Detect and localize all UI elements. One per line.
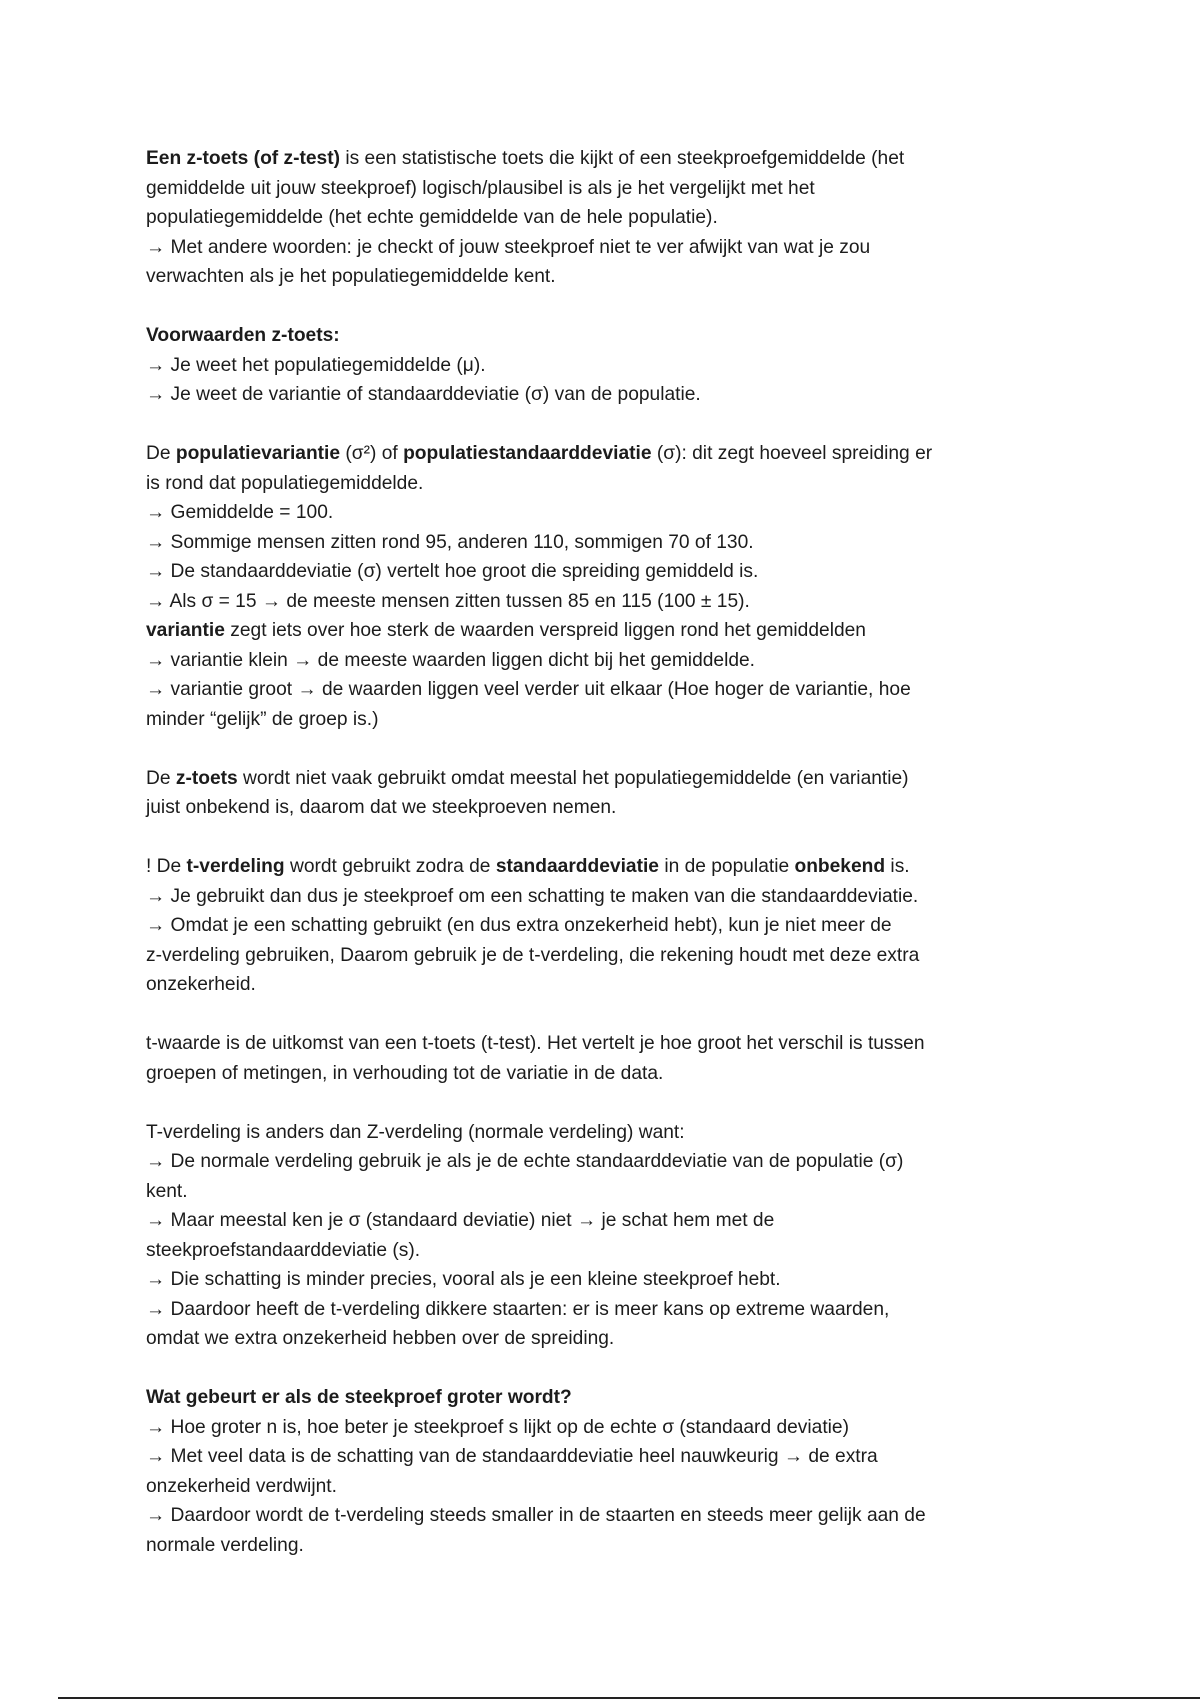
text-line: normale verdeling. (146, 1534, 304, 1556)
text-line: juist onbekend is, daarom dat we steekproeven nemen. (146, 797, 617, 818)
vergelijking-section (146, 1118, 1076, 1354)
text-line: Een z-toets (of z-test) is een statistische toets die kijkt of een steekproefgemiddelde (het (146, 148, 905, 169)
text-line: verwachten als je het populatiegemiddelde kent. (146, 266, 556, 287)
text-line: is rond dat populatiegemiddelde. (146, 472, 424, 494)
tverdeling-section (146, 852, 1076, 1000)
bold-term: t-verdeling (186, 856, 285, 877)
voorwaarden-section (146, 321, 1076, 410)
text-line: → Sommige mensen zitten rond 95, anderen 110, sommigen 70 of 130. (146, 531, 754, 553)
paragraph-gap (146, 292, 1076, 322)
paragraph-gap (146, 1000, 1076, 1030)
text-line: → De standaarddeviatie (σ) vertelt hoe groot die spreiding gemiddeld is. (146, 561, 759, 582)
text-line: → variantie klein → de meeste waarden liggen dicht bij het gemiddelde. (146, 649, 756, 671)
document-body (146, 144, 1076, 1560)
text-line: T-verdeling is anders dan Z-verdeling (normale verdeling) want: (146, 1121, 685, 1143)
text-line: → Je weet het populatiegemiddelde (μ). (146, 354, 486, 376)
text-line: gemiddelde uit jouw steekproef) logisch/plausibel is als je het vergelijkt met het (146, 177, 815, 199)
bold-term: variantie (146, 620, 225, 641)
bold-term: populatievariantie (175, 443, 341, 464)
text-line: → De normale verdeling gebruik je als je de echte standaarddeviatie van de populatie (σ) (146, 1151, 904, 1172)
text-line: ! De t-verdeling wordt gebruikt zodra de standaarddeviatie in de populatie onbekend is. (146, 856, 910, 877)
intro-paragraph (146, 144, 1076, 292)
text-line: → Met andere woorden: je checkt of jouw steekproef niet te ver afwijkt van wat je zou (146, 236, 871, 258)
text-line: kent. (146, 1180, 188, 1202)
bold-term: Een z-toets (of z-test) (146, 148, 341, 169)
text-line: → Daardoor heeft de t-verdeling dikkere staarten: er is meer kans op extreme waarden, (146, 1298, 890, 1320)
populatie-section (146, 439, 1076, 734)
text-line: → Hoe groter n is, hoe beter je steekproef s lijkt op de echte σ (standaard deviatie) (146, 1416, 849, 1438)
text-line: t-waarde is de uitkomst van een t-toets (t-test). Het vertelt je hoe groot het verschil is tussen (146, 1033, 925, 1054)
text-line: variantie zegt iets over hoe sterk de waarden verspreid liggen rond het gemiddelden (146, 620, 866, 641)
text-line: → Je weet de variantie of standaarddeviatie (σ) van de populatie. (146, 384, 701, 405)
bold-term: standaarddeviatie (495, 856, 659, 877)
text-line: De populatievariantie (σ²) of populatiestandaarddeviatie (σ): dit zegt hoeveel spreiding er (146, 443, 933, 464)
text-line: omdat we extra onzekerheid hebben over de spreiding. (146, 1328, 615, 1349)
paragraph-gap (146, 1354, 1076, 1384)
text-line: → variantie groot → de waarden liggen veel verder uit elkaar (Hoe hoger de variantie, hoe (146, 679, 911, 700)
text-line: De z-toets wordt niet vaak gebruikt omdat meestal het populatiegemiddelde (en variantie) (146, 767, 909, 789)
footer-divider (58, 1697, 1200, 1699)
text-line: steekproefstandaarddeviatie (s). (146, 1239, 421, 1261)
text-line: onzekerheid verdwijnt. (146, 1475, 337, 1497)
text-line: populatiegemiddelde (het echte gemiddelde van de hele populatie). (146, 207, 718, 228)
ztoets-section (146, 764, 1076, 823)
twaarde-section (146, 1029, 1076, 1088)
text-line: → Als σ = 15 → de meeste mensen zitten tussen 85 en 115 (100 ± 15). (146, 590, 750, 612)
paragraph-gap (146, 734, 1076, 764)
section-heading: Voorwaarden z-toets: (146, 325, 340, 346)
text-line: → Je gebruikt dan dus je steekproef om een schatting te maken van die standaarddeviatie. (146, 885, 919, 907)
paragraph-gap (146, 410, 1076, 440)
paragraph-gap (146, 823, 1076, 853)
text-line: → Omdat je een schatting gebruikt (en dus extra onzekerheid hebt), kun je niet meer de (146, 915, 892, 936)
paragraph-gap (146, 1088, 1076, 1118)
text-line: → Gemiddelde = 100. (146, 502, 334, 523)
text-line: → Daardoor wordt de t-verdeling steeds smaller in de staarten en steeds meer gelijk aan de (146, 1505, 926, 1526)
bold-term: z-toets (175, 767, 238, 789)
text-line: → Die schatting is minder precies, vooral als je een kleine steekproef hebt. (146, 1269, 781, 1290)
groter-section (146, 1383, 1076, 1560)
text-line: onzekerheid. (146, 974, 256, 995)
text-line: groepen of metingen, in verhouding tot de variatie in de data. (146, 1062, 664, 1084)
text-line: → Maar meestal ken je σ (standaard deviatie) niet → je schat hem met de (146, 1210, 775, 1231)
section-heading: Wat gebeurt er als de steekproef groter wordt? (146, 1387, 572, 1408)
bold-term: onbekend (794, 856, 886, 877)
text-line: → Met veel data is de schatting van de standaarddeviatie heel nauwkeurig → de extra (146, 1446, 878, 1467)
text-line: z-verdeling gebruiken, Daarom gebruik je de t-verdeling, die rekening houdt met deze extra (146, 944, 920, 966)
bold-term: populatiestandaarddeviatie (403, 443, 652, 464)
text-line: minder “gelijk” de groep is.) (146, 708, 379, 730)
